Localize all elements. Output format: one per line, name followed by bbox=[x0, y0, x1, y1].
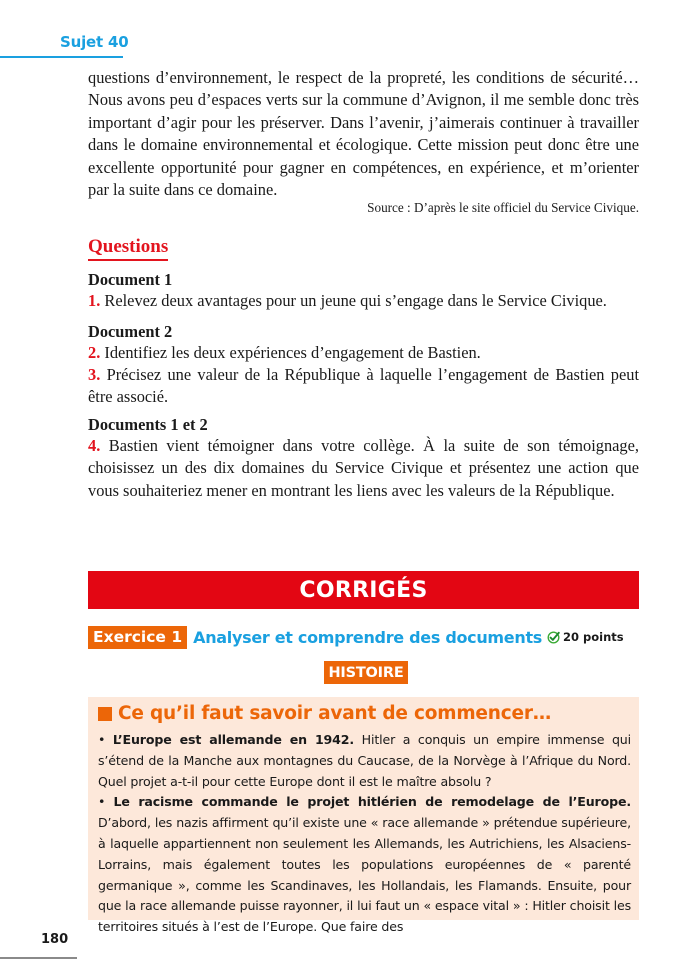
questions-heading: Questions bbox=[88, 236, 168, 261]
question-number: 1. bbox=[88, 291, 101, 310]
info-paragraph bbox=[98, 730, 631, 792]
question-3 bbox=[88, 364, 639, 409]
source-citation: Source : D’après le site officiel du Service Civique. bbox=[367, 200, 639, 215]
check-circle-icon bbox=[547, 631, 560, 644]
question-1 bbox=[88, 290, 639, 312]
bullet: • bbox=[98, 794, 106, 810]
question-number: 2. bbox=[88, 343, 101, 362]
subject-label: Sujet 40 bbox=[60, 33, 129, 51]
intro-paragraph: questions d’environnement, le respect de la propreté, les conditions de sécurité… Nous avons peu d’espaces verts sur la commune d’Avignon, il me semble donc très important d’agir pour les préserver. Dans l’avenir, j’aimerais continuer à travailler dans le domaine environnemental et écologique. Cette mission peut donc être une excellente opportunité pour gagner en compétences, en expérience, et m’orienter par la suite dans ce domaine. bbox=[88, 68, 639, 200]
question-2 bbox=[88, 342, 639, 364]
info-box-title bbox=[98, 703, 551, 724]
page-number: 180 bbox=[41, 932, 69, 947]
info-paragraph bbox=[98, 792, 631, 938]
document-1-heading: Document 1 bbox=[88, 270, 173, 289]
info-paragraph-lead: Le racisme commande le projet hitlérien de remodelage de l’Europe. bbox=[113, 794, 631, 810]
info-box bbox=[88, 697, 639, 935]
info-paragraph-text: D’abord, les nazis affirment qu’il existe une « race allemande » prétendue supérieure, à laquelle appartiennent non seulement les Allemands, les Autrichiens, les Alsaciens-Lorrains, mais également toutes les populations européennes de « parenté germanique », comme les Scandinaves, les Hollandais, les Flamands. Ensuite, pour que la race allemande puisse rayonner, il lui faut un « espace vital » : Hitler choisit les territoires situés à l’est de l’Europe. Que faire des bbox=[98, 815, 631, 935]
question-number: 4. bbox=[88, 436, 101, 455]
exercise-header bbox=[88, 625, 624, 649]
exercise-badge: Exercice 1 bbox=[88, 626, 187, 649]
documents-1-2-heading: Documents 1 et 2 bbox=[88, 415, 208, 434]
question-text: Précisez une valeur de la République à laquelle l’engagement de Bastien peut être associé. bbox=[88, 365, 639, 407]
subject-badge: HISTOIRE bbox=[324, 661, 408, 684]
question-text: Identifiez les deux expériences d’engagement de Bastien. bbox=[104, 343, 481, 362]
exercise-points: 20 points bbox=[563, 630, 624, 644]
footer-divider bbox=[0, 957, 77, 959]
exercise-title: Analyser et comprendre des documents bbox=[193, 627, 543, 647]
question-text: Bastien vient témoigner dans votre collège. À la suite de son témoignage, choisissez un des dix domaines du Service Civique et présentez une action que vous souhaiteriez mener en montrant les liens avec les valeurs de la République. bbox=[88, 436, 639, 500]
question-text: Relevez deux avantages pour un jeune qui s’engage dans le Service Civique. bbox=[104, 291, 607, 310]
info-paragraph-lead: L’Europe est allemande en 1942. bbox=[112, 732, 355, 747]
square-bullet-icon bbox=[98, 707, 112, 721]
header-divider bbox=[0, 56, 123, 58]
document-2-heading: Document 2 bbox=[88, 322, 173, 341]
info-box-body bbox=[98, 730, 631, 938]
corriges-banner: CORRIGÉS bbox=[88, 571, 639, 609]
info-paragraph-text: Hitler a conquis un empire immense qui s’étend de la Manche aux montagnes du Caucase, de la Norvège à l’Afrique du Nord. Quel projet a-t-il pour cette Europe dont il est le maître absolu ? bbox=[98, 732, 631, 789]
question-number: 3. bbox=[88, 365, 101, 384]
bullet: • bbox=[98, 732, 106, 747]
question-4 bbox=[88, 435, 639, 502]
info-box-title-text: Ce qu’il faut savoir avant de commencer… bbox=[118, 703, 552, 724]
